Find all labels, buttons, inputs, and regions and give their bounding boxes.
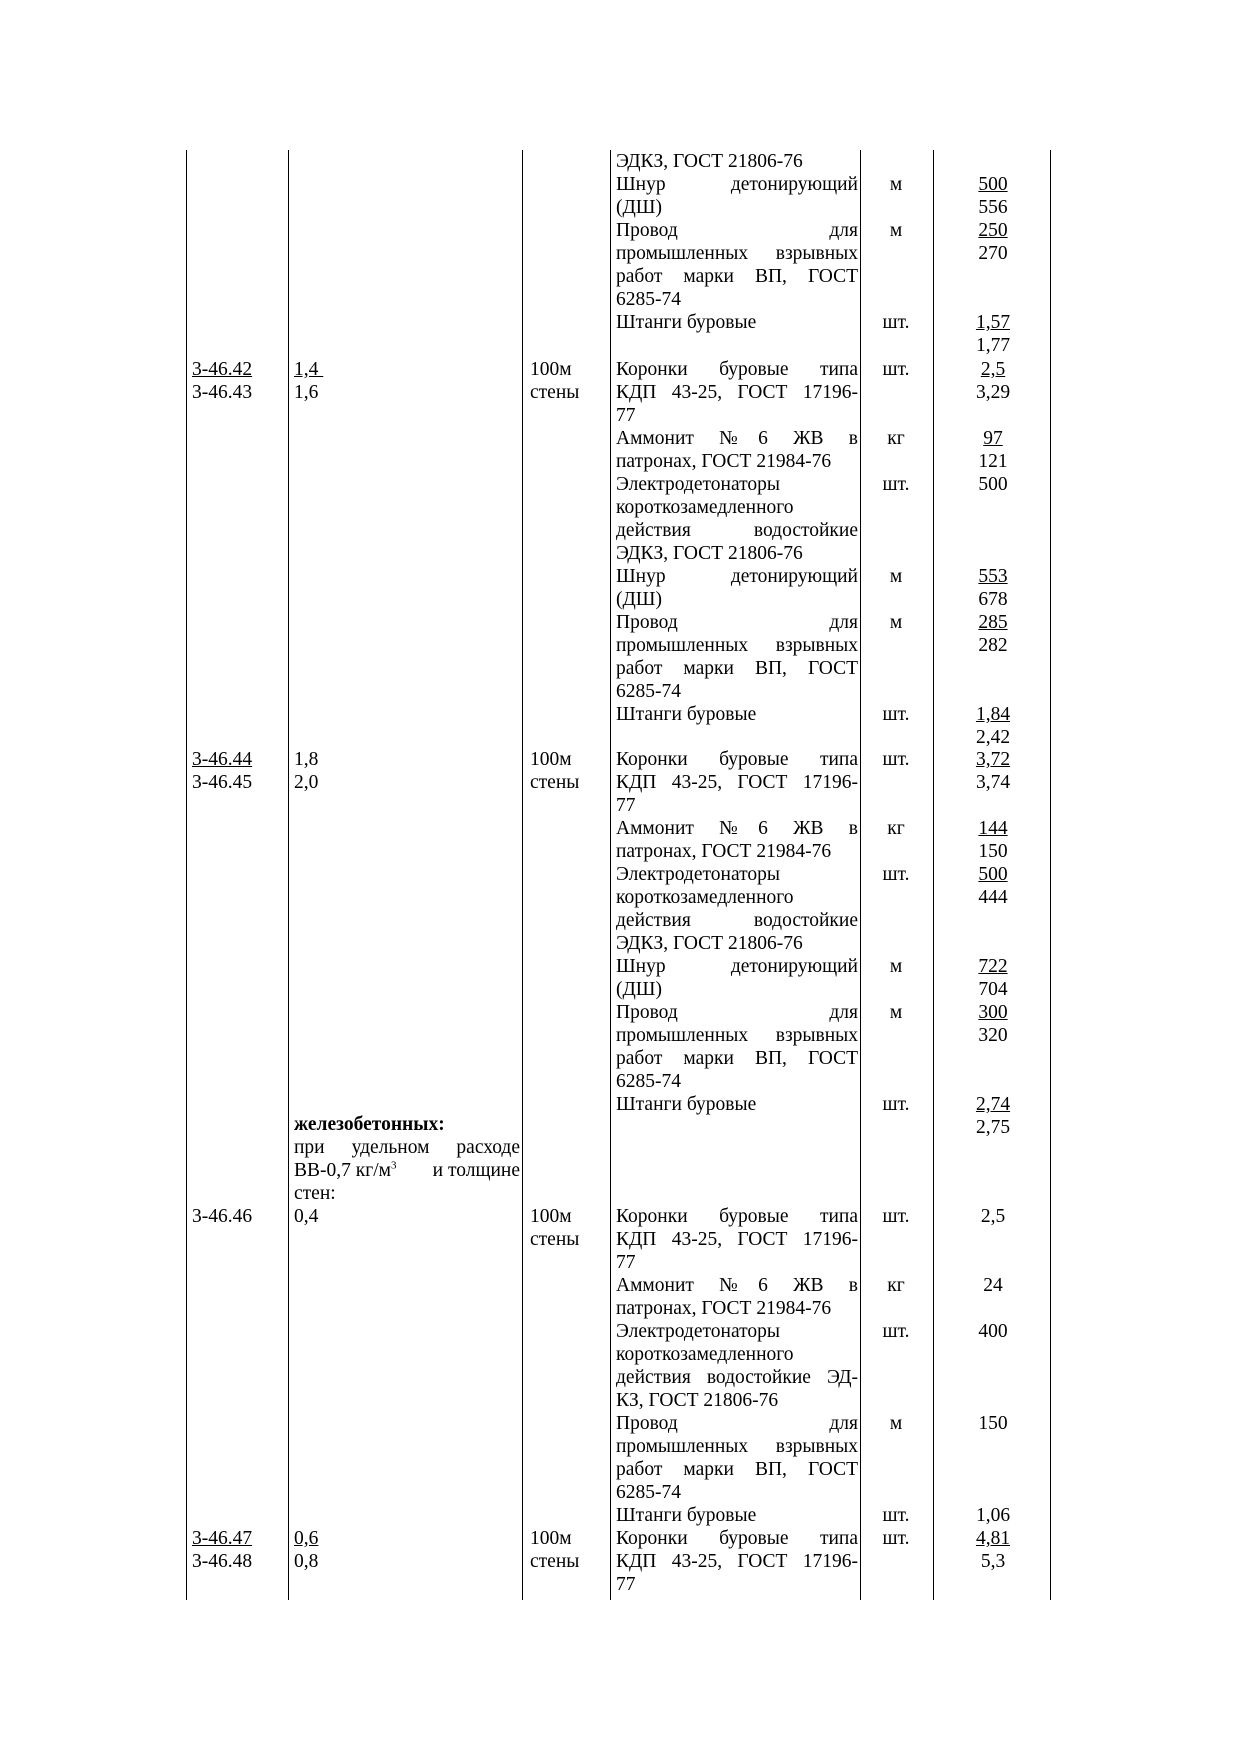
resource-unit: м <box>889 1413 903 1434</box>
resource-value: 500 <box>978 174 1008 195</box>
resource-description-line: действия водостойкие <box>616 520 858 541</box>
resource-description-line: короткозамедленного <box>616 1344 794 1365</box>
resource-unit: шт. <box>882 1321 910 1342</box>
resource-description-line: Провод для <box>616 1413 858 1434</box>
resource-description-line: 77 <box>616 405 636 426</box>
resource-unit: кг <box>887 818 905 839</box>
resource-value: 282 <box>978 635 1008 656</box>
resource-description-line: работ марки ВП, ГОСТ <box>616 1459 858 1480</box>
resource-description-line: 77 <box>616 795 636 816</box>
resource-description-line: ЭДКЗ, ГОСТ 21806-76 <box>616 151 803 172</box>
resource-description-line: 6285-74 <box>616 1482 681 1503</box>
resource-description-line: Электродетонаторы <box>616 864 780 885</box>
measure-unit: стены <box>530 1551 580 1572</box>
resource-value: 2,5 <box>980 359 1006 380</box>
resource-description-line: ЭДКЗ, ГОСТ 21806-76 <box>616 933 803 954</box>
resource-description-line: Коронки буровые типа <box>616 359 858 380</box>
resource-description-line: короткозамедленного <box>616 887 794 908</box>
resource-description-line: работ марки ВП, ГОСТ <box>616 1048 858 1069</box>
resource-description-line: ЭДКЗ, ГОСТ 21806-76 <box>616 543 803 564</box>
measure-unit: 100м <box>530 359 572 380</box>
norm-code: 3-46.44 <box>192 749 253 770</box>
resource-description-line: действия водостойкие <box>616 910 858 931</box>
resource-description-line: (ДШ) <box>616 589 662 610</box>
resource-unit: кг <box>887 428 905 449</box>
measure-unit: 100м <box>530 1206 572 1227</box>
resource-description-line: КДП 43-25, ГОСТ 17196- <box>616 382 858 403</box>
resource-description-line: работ марки ВП, ГОСТ <box>616 658 858 679</box>
resource-unit: шт. <box>882 1505 910 1526</box>
resource-description-line: Электродетонаторы <box>616 474 780 495</box>
column-divider <box>522 150 523 1600</box>
norm-code: 3-46.48 <box>192 1551 253 1572</box>
measure-unit: стены <box>530 772 580 793</box>
resource-value: 500 <box>978 474 1008 495</box>
resource-description-line: короткозамедленного <box>616 497 794 518</box>
resource-unit: шт. <box>882 359 910 380</box>
measure-unit: 100м <box>530 749 572 770</box>
resource-unit: м <box>889 566 903 587</box>
resource-description-line: 77 <box>616 1252 636 1273</box>
resource-description-line: патронах, ГОСТ 21984-76 <box>616 1298 832 1319</box>
resource-value: 5,3 <box>980 1551 1006 1572</box>
section-condition <box>294 1159 520 1182</box>
resource-unit: м <box>889 1002 903 1023</box>
resource-unit: м <box>889 956 903 977</box>
resource-description-line: Штанги буровые <box>616 1505 757 1526</box>
norm-code: 3-46.46 <box>192 1206 253 1227</box>
resource-description-line: Штанги буровые <box>616 312 757 333</box>
resource-value: 704 <box>978 979 1008 1000</box>
wall-thickness: 1,6 <box>294 382 319 403</box>
column-divider <box>288 150 289 1600</box>
resource-description-line: Шнур детонирующий <box>616 566 858 587</box>
norm-code: 3-46.47 <box>192 1528 253 1549</box>
resource-description-line: Штанги буровые <box>616 704 757 725</box>
resource-value: 2,42 <box>975 727 1011 748</box>
resource-description-line: Штанги буровые <box>616 1094 757 1115</box>
wall-thickness: 0,8 <box>294 1551 319 1572</box>
resource-description-line: (ДШ) <box>616 979 662 1000</box>
wall-thickness: 0,6 <box>294 1528 319 1549</box>
resource-unit: шт. <box>882 749 910 770</box>
resource-description-line: Электродетонаторы <box>616 1321 780 1342</box>
resource-unit: кг <box>887 1275 905 1296</box>
resource-value: 1,77 <box>975 335 1011 356</box>
resource-unit: шт. <box>882 1528 910 1549</box>
resource-description-line: 77 <box>616 1574 636 1595</box>
resource-description-line: Провод для <box>616 1002 858 1023</box>
resource-description-line: Аммонит №6 ЖВ в <box>616 1275 858 1296</box>
resource-value: 2,74 <box>975 1094 1011 1115</box>
resource-unit: шт. <box>882 474 910 495</box>
resource-description-line: Аммонит №6 ЖВ в <box>616 428 858 449</box>
column-divider <box>610 150 611 1600</box>
resource-value: 2,5 <box>980 1206 1006 1227</box>
resource-description-line: КЗ, ГОСТ 21806-76 <box>616 1390 779 1411</box>
norm-code: 3-46.45 <box>192 772 253 793</box>
resource-value: 24 <box>983 1275 1003 1296</box>
resource-value: 1,57 <box>975 312 1011 333</box>
resource-description-line: Провод для <box>616 220 858 241</box>
resource-value: 320 <box>978 1025 1008 1046</box>
resource-unit: шт. <box>882 704 910 725</box>
section-heading: железобетонных: <box>294 1114 445 1135</box>
resource-description-line: промышленных взрывных <box>616 1025 858 1046</box>
norm-code: 3-46.42 <box>192 359 253 380</box>
column-divider <box>186 150 187 1600</box>
resource-description-line: Шнур детонирующий <box>616 956 858 977</box>
resource-description-line: работ марки ВП, ГОСТ <box>616 266 858 287</box>
resource-description-line: Коронки буровые типа <box>616 1528 858 1549</box>
resource-description-line: промышленных взрывных <box>616 243 858 264</box>
resource-description-line: 6285-74 <box>616 1071 681 1092</box>
resource-unit: м <box>889 220 903 241</box>
resource-unit: шт. <box>882 1206 910 1227</box>
condition-exponent: 3 <box>391 1159 397 1172</box>
resource-description-line: действия водостойкие ЭД- <box>616 1367 858 1388</box>
condition-text: и толщине <box>427 1160 520 1181</box>
resource-description-line: Коронки буровые типа <box>616 1206 858 1227</box>
resource-value: 1,06 <box>975 1505 1011 1526</box>
resource-value: 400 <box>978 1321 1008 1342</box>
resource-value: 121 <box>978 451 1008 472</box>
measure-unit: стены <box>530 1229 580 1250</box>
resource-unit: шт. <box>882 864 910 885</box>
resource-unit: м <box>889 174 903 195</box>
resource-value: 97 <box>983 428 1003 449</box>
resource-description-line: КДП 43-25, ГОСТ 17196- <box>616 1229 858 1250</box>
resource-description-line: КДП 43-25, ГОСТ 17196- <box>616 772 858 793</box>
resource-description-line: (ДШ) <box>616 197 662 218</box>
wall-thickness: 0,4 <box>294 1206 319 1227</box>
resource-unit: м <box>889 612 903 633</box>
resource-value: 3,29 <box>975 382 1011 403</box>
resource-value: 300 <box>978 1002 1008 1023</box>
resource-value: 722 <box>978 956 1008 977</box>
resource-description-line: 6285-74 <box>616 681 681 702</box>
resource-description-line: Шнур детонирующий <box>616 174 858 195</box>
resource-value: 2,75 <box>975 1117 1011 1138</box>
resource-value: 285 <box>978 612 1008 633</box>
resource-description-line: патронах, ГОСТ 21984-76 <box>616 451 832 472</box>
resource-value: 270 <box>978 243 1008 264</box>
resource-description-line: Коронки буровые типа <box>616 749 858 770</box>
condition-text: ВВ-0,7 $кг/м^3$ <box>294 1159 397 1181</box>
resource-unit: шт. <box>882 1094 910 1115</box>
resource-description-line: КДП 43-25, ГОСТ 17196- <box>616 1551 858 1572</box>
measure-unit: 100м <box>530 1528 572 1549</box>
wall-thickness: 1,8 <box>294 749 319 770</box>
resource-description-line: промышленных взрывных <box>616 1436 858 1457</box>
resource-unit: шт. <box>882 312 910 333</box>
section-condition: при удельном расходе <box>294 1137 520 1158</box>
resource-value: 3,72 <box>975 749 1011 770</box>
resource-value: 150 <box>978 1413 1008 1434</box>
resource-description-line: Аммонит №6 ЖВ в <box>616 818 858 839</box>
resource-value: 3,74 <box>975 772 1011 793</box>
wall-thickness: 1,4 <box>294 359 324 380</box>
resource-value: 678 <box>978 589 1008 610</box>
resource-value: 1,84 <box>975 704 1011 725</box>
resource-value: 556 <box>978 197 1008 218</box>
section-condition: стен: <box>294 1183 336 1204</box>
resource-value: 144 <box>978 818 1008 839</box>
resource-description-line: 6285-74 <box>616 289 681 310</box>
wall-thickness: 2,0 <box>294 772 319 793</box>
resource-description-line: Провод для <box>616 612 858 633</box>
resource-value: 150 <box>978 841 1008 862</box>
resource-value: 500 <box>978 864 1008 885</box>
resource-value: 553 <box>978 566 1008 587</box>
resource-description-line: патронах, ГОСТ 21984-76 <box>616 841 832 862</box>
resource-value: 250 <box>978 220 1008 241</box>
resource-value: 444 <box>978 887 1008 908</box>
resource-value: 4,81 <box>975 1528 1011 1549</box>
measure-unit: стены <box>530 382 580 403</box>
norm-code: 3-46.43 <box>192 382 253 403</box>
resource-description-line: промышленных взрывных <box>616 635 858 656</box>
